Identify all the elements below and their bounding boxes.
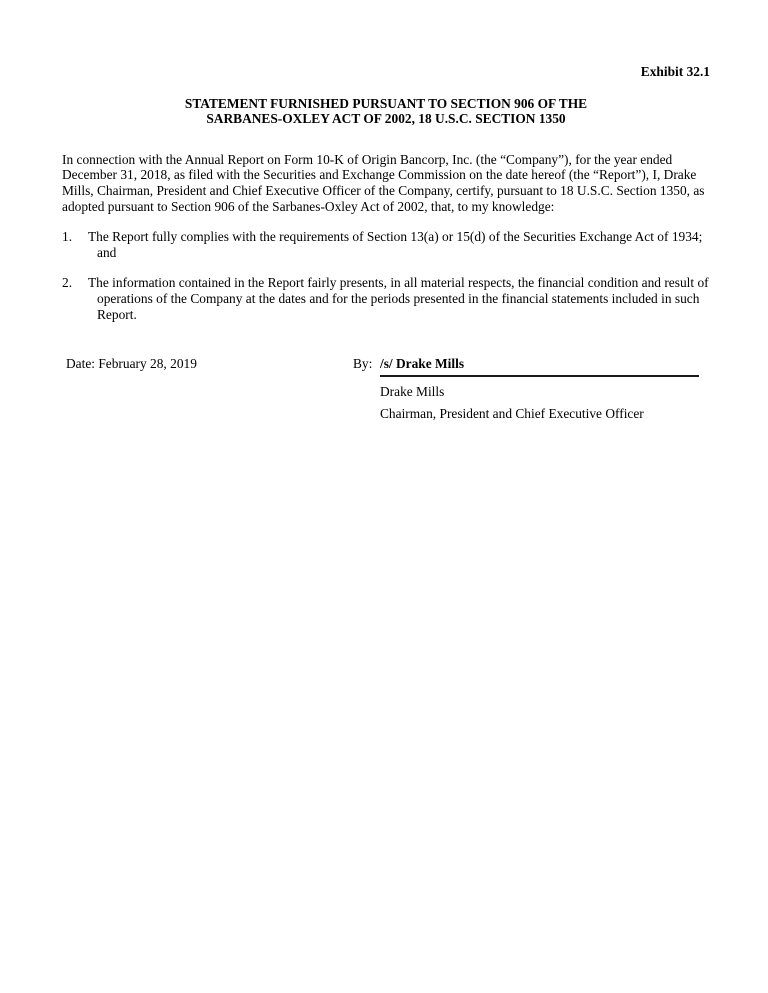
intro-paragraph: In connection with the Annual Report on Form 10-K of Origin Bancorp, Inc. (the “Company”), for the year ended December 31, 2018, as filed with the Securities and Exchange Commission on the date hereof (the “Report”), I, Drake Mills, Chairman, President and Chief Executive Officer of the Company, certify, pursuant to 18 U.S.C. Section 1350, as adopted pursuant to Section 906 of the Sarbanes-Oxley Act of 2002, that, to my knowledge:: [62, 151, 705, 214]
signature-name: /s/ Drake Mills: [380, 356, 465, 372]
list-item: [62, 275, 710, 322]
exhibit-label: Exhibit 32.1: [640, 64, 710, 79]
list-item-number: 1.: [62, 229, 73, 245]
list-item-text: The information contained in the Report fairly presents, in all material respects, the financial condition and result of operations of the Company at the dates and for the periods presented in the financial statements included in such Report.: [88, 275, 709, 322]
signer-title: Chairman, President and Chief Executive Officer: [380, 406, 644, 422]
signature-by-line: [353, 356, 699, 377]
signature-line: [380, 356, 699, 377]
signature-date: Date: February 28, 2019: [66, 356, 197, 372]
signature-block: [62, 356, 710, 422]
signature-details: [380, 384, 699, 422]
document-content: [0, 0, 768, 422]
list-item: [62, 229, 710, 260]
document-title-line-2: SARBANES-OXLEY ACT OF 2002, 18 U.S.C. SECTION 1350: [206, 111, 566, 127]
by-label: By:: [353, 356, 373, 372]
document-title-line-1: STATEMENT FURNISHED PURSUANT TO SECTION 906 OF THE: [184, 95, 588, 111]
document-title: [62, 96, 710, 127]
signer-printed-name: Drake Mills: [380, 383, 445, 399]
signature-by-block: [353, 356, 699, 422]
list-item-text: The Report fully complies with the requirements of Section 13(a) or 15(d) of the Securities Exchange Act of 1934; and: [88, 229, 703, 260]
list-item-number: 2.: [62, 275, 73, 291]
certification-list: [62, 229, 710, 322]
